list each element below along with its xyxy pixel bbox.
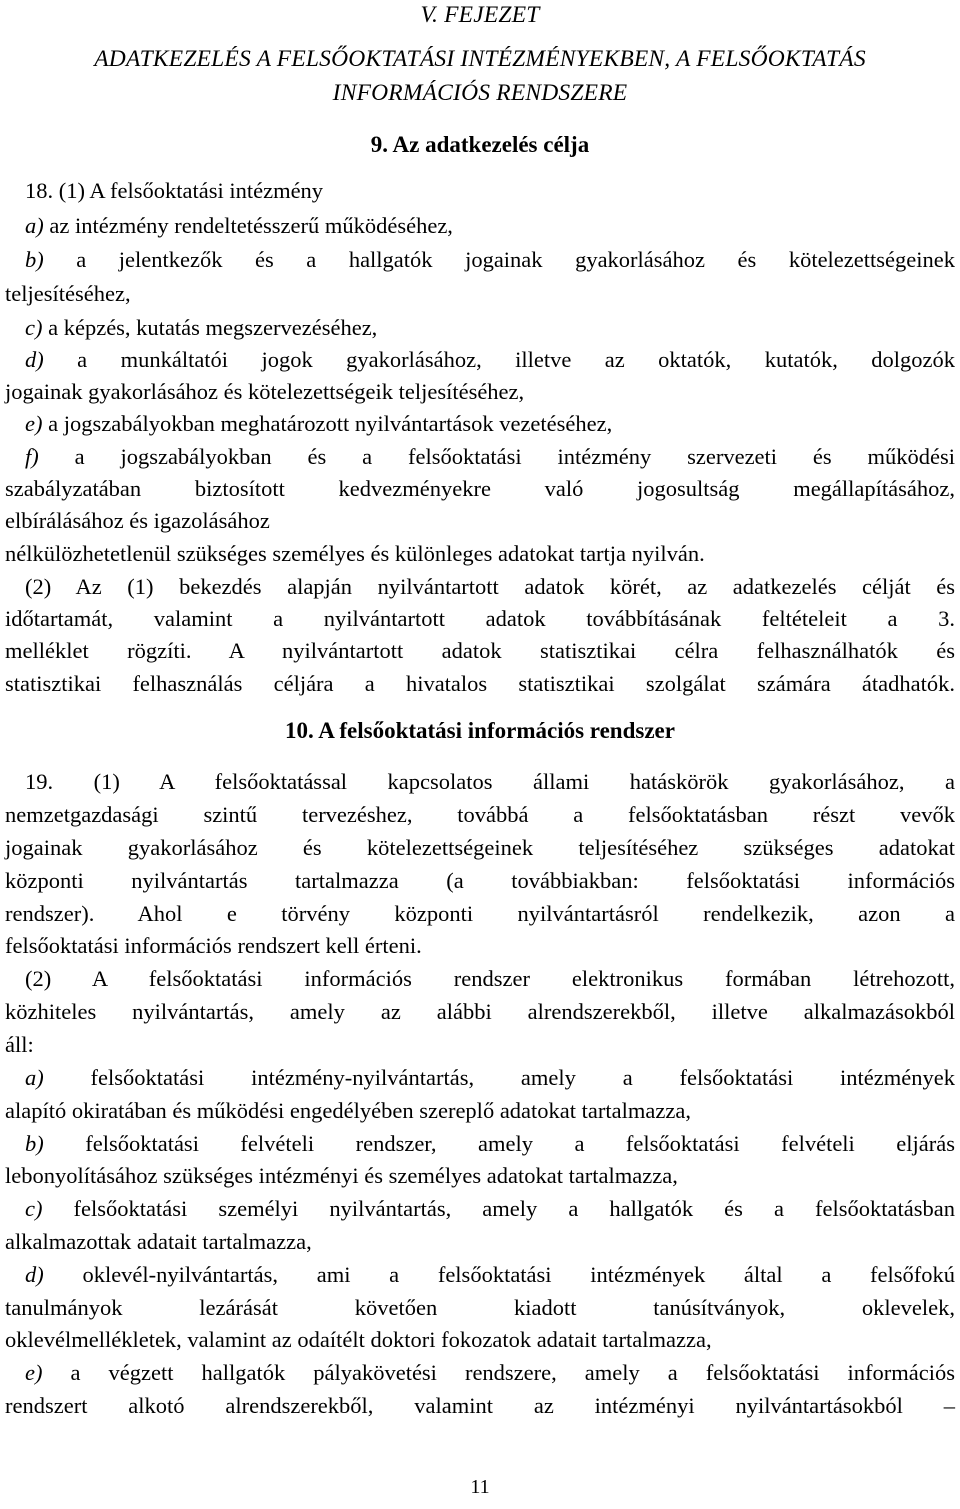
text-line — [5, 899, 955, 929]
line-text: nélkülözhetetlenül szükséges személyes és különleges adatokat tartja nyilván. — [5, 541, 705, 566]
text-line — [25, 1194, 955, 1224]
text-line — [25, 1358, 955, 1388]
text-line — [25, 964, 955, 994]
text-line — [25, 245, 955, 275]
line-text: teljesítéséhez, — [5, 281, 131, 306]
chapter-title: V. FEJEZET — [420, 2, 540, 28]
item-marker: a) — [25, 1065, 44, 1090]
line-text: a jogszabályokban meghatározott nyilvántartások vezetéséhez, — [42, 411, 613, 436]
text-line — [25, 1063, 955, 1093]
item-marker: d) — [25, 1262, 44, 1287]
line-text: oklevélmellékletek, valamint az odaítélt doktori fokozatok adatait tartalmazza, — [5, 1327, 712, 1352]
line-text: központi nyilvántartás tartalmazza (a továbbiakban: felsőoktatási információs — [5, 868, 955, 893]
text-line — [5, 506, 955, 536]
line-text: elbírálásához és igazolásához — [5, 508, 270, 533]
text-line — [5, 1227, 955, 1257]
line-text: felsőoktatási információs rendszert kell érteni. — [5, 933, 422, 958]
line-text: áll: — [5, 1032, 34, 1057]
text-line — [25, 345, 955, 375]
line-text: a végzett hallgatók pályakövetési rendszere, amely a felsőoktatási információs — [42, 1360, 955, 1385]
text-line — [25, 313, 955, 343]
line-text: közhiteles nyilvántartás, amely az alábbi alrendszerekből, illetve alkalmazásokból — [5, 999, 955, 1024]
line-text: rendszert alkotó alrendszerekből, valamint az intézményi nyilvántartásokból – — [5, 1393, 955, 1418]
section-heading-9: 9. Az adatkezelés célja — [370, 132, 590, 157]
item-marker: f) — [25, 444, 39, 469]
line-text: melléklet rögzíti. A nyilvántartott adatok statisztikai célra felhasználhatók és — [5, 638, 955, 663]
text-line — [5, 474, 955, 504]
line-text: (2) Az (1) bekezdés alapján nyilvántartott adatok körét, az adatkezelés célját és — [25, 574, 955, 599]
line-text: nemzetgazdasági szintű tervezéshez, továbbá a felsőoktatásban részt vevők — [5, 802, 955, 827]
line-text: statisztikai felhasználás céljára a hivatalos statisztikai szolgálat számára átadhatók. — [5, 671, 955, 696]
item-marker: c) — [25, 1196, 43, 1221]
chapter-subtitle-line2: INFORMÁCIÓS RENDSZERE — [332, 80, 628, 106]
item-marker: b) — [25, 1131, 44, 1156]
text-line — [5, 997, 955, 1027]
line-text: a képzés, kutatás megszervezéséhez, — [42, 315, 378, 340]
section-heading-10: 10. A felsőoktatási információs rendszer — [285, 718, 675, 743]
text-line — [5, 1325, 955, 1355]
line-text: jogainak gyakorlásához és kötelezettségeinek teljesítéséhez szükséges adatokat — [5, 835, 955, 860]
line-text: felsőoktatási személyi nyilvántartás, amely a hallgatók és a felsőoktatásban — [42, 1196, 955, 1221]
line-text: szabályzatában biztosított kedvezményekre való jogosultság megállapításához, — [5, 476, 955, 501]
line-text: alkalmazottak adatait tartalmazza, — [5, 1229, 312, 1254]
text-line — [5, 377, 955, 407]
text-line — [5, 604, 955, 634]
line-text: rendszer). Ahol e törvény központi nyilvántartásról rendelkezik, azon a — [5, 901, 955, 926]
line-text: a munkáltatói jogok gyakorlásához, illetve az oktatók, kutatók, dolgozók — [43, 347, 955, 372]
item-marker: a) — [25, 213, 44, 238]
text-line — [25, 409, 955, 439]
line-text: 19. (1) A felsőoktatással kapcsolatos állami hatáskörök gyakorlásához, a — [25, 769, 955, 794]
chapter-subtitle-line1: ADATKEZELÉS A FELSŐOKTATÁSI INTÉZMÉNYEKBEN, A FELSŐOKTATÁS — [94, 46, 866, 72]
text-line — [5, 931, 955, 961]
line-text: (2) A felsőoktatási információs rendszer elektronikus formában létrehozott, — [25, 966, 955, 991]
text-line — [25, 442, 955, 472]
line-text: alapító okiratában és működési engedélyében szereplő adatokat tartalmazza, — [5, 1098, 691, 1123]
item-marker: b) — [25, 247, 44, 272]
text-line — [25, 572, 955, 602]
text-line — [5, 636, 955, 666]
item-marker: e) — [25, 1360, 43, 1385]
page-number: 11 — [470, 1476, 490, 1498]
text-line — [5, 1161, 955, 1191]
text-line — [5, 539, 955, 569]
line-text: az intézmény rendeltetésszerű működéséhez, — [43, 213, 453, 238]
text-line — [5, 1391, 955, 1421]
line-text: időtartamát, valamint a nyilvántartott adatok továbbításának feltételeit a 3. — [5, 606, 955, 631]
text-line — [25, 176, 955, 206]
text-line — [5, 866, 955, 896]
text-line — [5, 1293, 955, 1323]
text-line — [5, 833, 955, 863]
line-text: lebonyolításához szükséges intézményi és személyes adatokat tartalmazza, — [5, 1163, 678, 1188]
line-text: oklevél-nyilvántartás, ami a felsőoktatási intézmények által a felsőfokú — [43, 1262, 955, 1287]
text-line — [25, 1129, 955, 1159]
line-text: tanulmányok lezárását követően kiadott tanúsítványok, oklevelek, — [5, 1295, 955, 1320]
line-text: a jelentkezők és a hallgatók jogainak gyakorlásához és kötelezettségeinek — [43, 247, 955, 272]
item-marker: c) — [25, 315, 43, 340]
text-line — [25, 1260, 955, 1290]
line-text: felsőoktatási intézmény-nyilvántartás, amely a felsőoktatási intézmények — [43, 1065, 955, 1090]
text-line — [25, 767, 955, 797]
text-line — [25, 211, 955, 241]
line-text: jogainak gyakorlásához és kötelezettségeik teljesítéséhez, — [5, 379, 525, 404]
line-text: a jogszabályokban és a felsőoktatási intézmény szervezeti és működési — [38, 444, 955, 469]
text-line — [5, 1030, 955, 1060]
text-line — [5, 1096, 955, 1126]
text-line — [5, 279, 955, 309]
text-line — [5, 800, 955, 830]
text-line — [5, 669, 955, 699]
line-text: felsőoktatási felvételi rendszer, amely a felsőoktatási felvételi eljárás — [43, 1131, 955, 1156]
item-marker: d) — [25, 347, 44, 372]
item-marker: e) — [25, 411, 43, 436]
line-text: 18. (1) A felsőoktatási intézmény — [25, 178, 324, 203]
